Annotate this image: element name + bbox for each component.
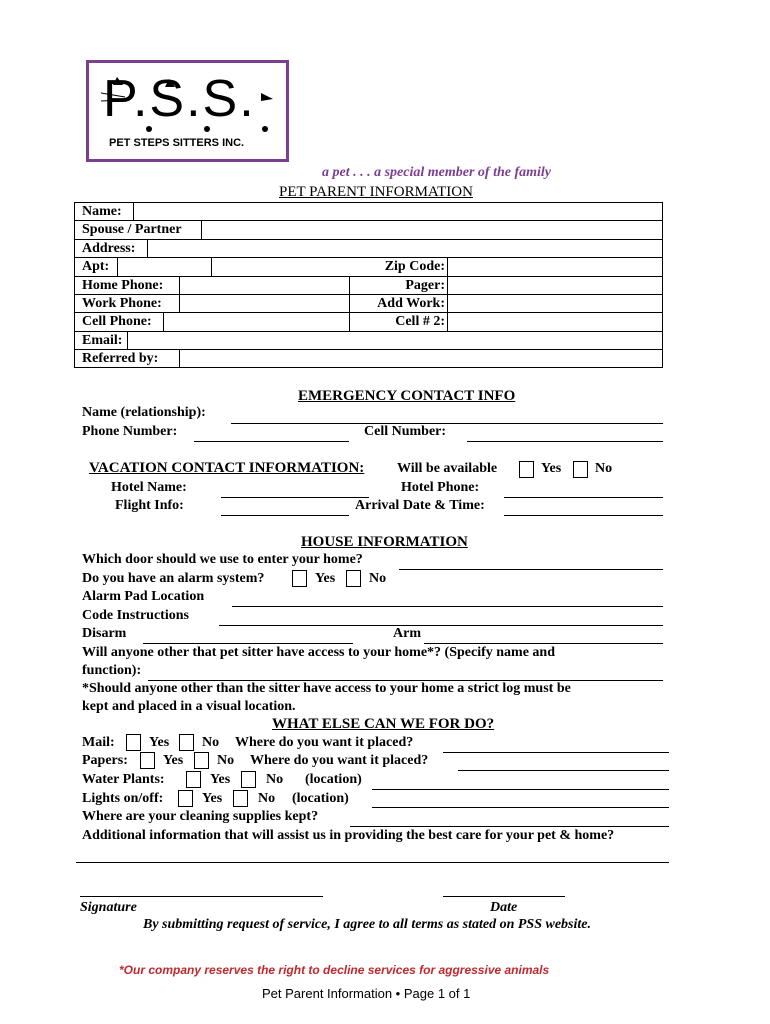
plants-no-label: No	[266, 772, 284, 787]
mail-no-checkbox[interactable]	[179, 734, 194, 751]
papers-label: Papers:	[82, 753, 128, 768]
papers-where-line[interactable]	[458, 770, 669, 771]
address-field[interactable]	[149, 240, 660, 258]
cleaning-supplies-label: Where are your cleaning supplies kept?	[82, 809, 319, 824]
logo-company-name: PET STEPS SITTERS INC.	[109, 137, 245, 149]
tagline: a pet . . . a special member of the family	[322, 165, 552, 180]
mail-yes-label: Yes	[149, 735, 170, 750]
emergency-cell-line[interactable]	[467, 441, 663, 442]
cell-phone-field[interactable]	[165, 313, 347, 331]
apt-field[interactable]	[119, 258, 211, 276]
spouse-field[interactable]	[203, 221, 660, 239]
papers-yes-checkbox[interactable]	[140, 752, 155, 769]
apt-label: Apt:	[82, 259, 110, 275]
add-work-field[interactable]	[449, 295, 660, 313]
email-label: Email:	[82, 332, 123, 348]
mail-where-label: Where do you want it placed?	[235, 735, 414, 750]
available-yes-checkbox[interactable]	[519, 461, 534, 478]
logo-letters: P.S.S.	[103, 70, 256, 128]
work-phone-label: Work Phone:	[82, 296, 162, 311]
zip-label: Zip Code:	[384, 259, 445, 275]
row-work	[75, 295, 662, 313]
plants-no-checkbox[interactable]	[241, 771, 256, 788]
alarm-no-checkbox[interactable]	[346, 570, 361, 587]
hotel-name-label: Hotel Name:	[111, 480, 187, 495]
home-phone-field[interactable]	[181, 277, 347, 295]
hotel-name-line[interactable]	[221, 497, 369, 498]
arm-label: Arm	[393, 626, 421, 641]
row-cell	[75, 313, 662, 331]
plants-location-label: (location)	[305, 772, 362, 787]
additional-info-label: Additional information that will assist us in providing the best care for your pet & home?	[82, 828, 615, 843]
referred-field[interactable]	[181, 350, 660, 368]
mail-no-label: No	[202, 735, 220, 750]
alarm-pad-line[interactable]	[232, 606, 663, 607]
lights-no-label: No	[258, 791, 276, 806]
function-label: function):	[82, 663, 142, 678]
cell-phone-label: Cell Phone:	[82, 314, 152, 330]
what-else-heading: WHAT ELSE CAN WE FOR DO?	[272, 716, 495, 732]
aggressive-animals-notice: *Our company reserves the right to decline services for aggressive animals	[119, 963, 550, 977]
lights-label: Lights on/off:	[82, 791, 164, 806]
house-heading: HOUSE INFORMATION	[301, 534, 468, 550]
signature-line[interactable]	[80, 896, 323, 897]
row-spouse	[75, 221, 662, 239]
row-name	[75, 203, 662, 221]
lights-no-checkbox[interactable]	[233, 790, 248, 807]
emergency-phone-line[interactable]	[194, 441, 349, 442]
plants-yes-checkbox[interactable]	[186, 771, 201, 788]
code-instructions-label: Code Instructions	[82, 608, 189, 623]
name-field[interactable]	[135, 203, 660, 221]
papers-yes-label: Yes	[163, 753, 184, 768]
row-referred	[75, 350, 662, 368]
flight-info-label: Flight Info:	[115, 498, 184, 513]
alarm-yes-checkbox[interactable]	[292, 570, 307, 587]
lights-yes-checkbox[interactable]	[178, 790, 193, 807]
mail-label: Mail:	[82, 735, 115, 750]
cell2-label: Cell # 2:	[395, 314, 445, 330]
date-label: Date	[490, 900, 518, 915]
pet-parent-table	[74, 202, 663, 368]
email-field[interactable]	[129, 332, 660, 350]
add-work-label: Add Work:	[377, 296, 445, 311]
hotel-phone-label: Hotel Phone:	[401, 480, 480, 495]
alarm-label: Do you have an alarm system?	[82, 571, 265, 586]
row-address	[75, 240, 662, 258]
arrival-label: Arrival Date & Time:	[355, 498, 485, 513]
pager-field[interactable]	[449, 277, 660, 295]
disarm-line[interactable]	[143, 643, 353, 644]
arm-line[interactable]	[424, 643, 663, 644]
mail-where-line[interactable]	[443, 752, 669, 753]
code-instructions-line[interactable]	[219, 625, 663, 626]
arrival-line[interactable]	[504, 515, 663, 516]
home-phone-label: Home Phone:	[82, 277, 164, 293]
papers-where-label: Where do you want it placed?	[250, 753, 429, 768]
cell2-field[interactable]	[449, 313, 660, 331]
will-be-available-label: Will be available	[397, 461, 498, 476]
emergency-cell-label: Cell Number:	[364, 424, 447, 439]
flight-info-line[interactable]	[221, 515, 349, 516]
company-logo	[86, 60, 289, 162]
alarm-yes-label: Yes	[315, 571, 336, 586]
log-note-line1: *Should anyone other than the sitter have access to your home a strict log must be	[82, 681, 571, 696]
name-label: Name:	[82, 204, 122, 219]
alarm-no-label: No	[369, 571, 387, 586]
available-yes-label: Yes	[541, 461, 562, 476]
address-label: Address:	[82, 240, 136, 256]
emergency-heading: EMERGENCY CONTACT INFO	[298, 388, 516, 404]
spouse-label: Spouse / Partner	[82, 222, 182, 238]
page-footer: Pet Parent Information • Page 1 of 1	[262, 986, 471, 1001]
available-no-checkbox[interactable]	[573, 461, 588, 478]
work-phone-field[interactable]	[181, 295, 347, 313]
lights-location-line[interactable]	[372, 807, 669, 808]
emergency-name-line[interactable]	[231, 423, 663, 424]
plants-yes-label: Yes	[210, 772, 231, 787]
row-apt-zip	[75, 258, 662, 276]
date-line[interactable]	[443, 896, 565, 897]
cleaning-supplies-line[interactable]	[350, 826, 669, 827]
hotel-phone-line[interactable]	[504, 497, 663, 498]
mail-yes-checkbox[interactable]	[126, 734, 141, 751]
row-email	[75, 332, 662, 350]
row-home-pager	[75, 277, 662, 295]
agreement-text: By submitting request of service, I agree to all terms as stated on PSS website.	[143, 917, 591, 932]
door-line[interactable]	[399, 569, 663, 570]
additional-info-line[interactable]	[76, 862, 669, 863]
emergency-name-label: Name (relationship):	[82, 405, 206, 420]
papers-no-label: No	[217, 753, 235, 768]
referred-label: Referred by:	[82, 351, 159, 367]
disarm-label: Disarm	[82, 626, 127, 641]
pager-label: Pager:	[405, 277, 445, 293]
alarm-pad-label: Alarm Pad Location	[82, 589, 205, 604]
log-note-line2: kept and placed in a visual location.	[82, 699, 296, 714]
papers-no-checkbox[interactable]	[194, 752, 209, 769]
available-no-label: No	[595, 461, 613, 476]
lights-yes-label: Yes	[202, 791, 223, 806]
signature-label: Signature	[80, 900, 137, 915]
door-label: Which door should we use to enter your home?	[82, 552, 363, 567]
pet-parent-heading: PET PARENT INFORMATION	[279, 184, 473, 200]
zip-field[interactable]	[449, 258, 660, 276]
lights-location-label: (location)	[292, 791, 349, 806]
vacation-heading: VACATION CONTACT INFORMATION:	[89, 460, 365, 476]
emergency-phone-label: Phone Number:	[82, 424, 178, 439]
plants-location-line[interactable]	[372, 789, 669, 790]
anyone-access-text: Will anyone other that pet sitter have access to your home*? (Specify name and	[82, 645, 555, 660]
water-plants-label: Water Plants:	[82, 772, 165, 787]
